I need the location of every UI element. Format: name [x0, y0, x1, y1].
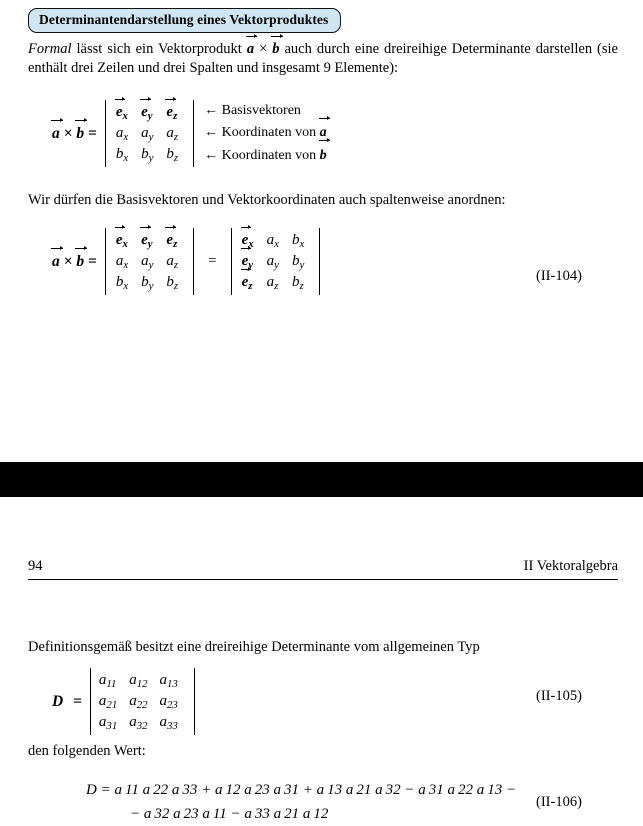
- determinant-matrix-general: [90, 668, 195, 735]
- matrix-row: $e_x$ $e_y$ $e_z$: [115, 103, 178, 122]
- running-head: [28, 558, 618, 580]
- matrix-row: $e_x$ $e_y$ $e_z$: [115, 231, 178, 250]
- determinant-matrix: [105, 100, 194, 167]
- value-text: den folgenden Wert:: [28, 743, 146, 759]
- equation-line-1: D = a 11 a 22 a 33 + a 12 a 23 a 31 + a 13 a 21 a 32 − a 31 a 22 a 13 −: [86, 782, 517, 798]
- section-heading-banner: [28, 8, 341, 33]
- matrix-row: $e_x$ $a_x$ $b_x$: [241, 231, 305, 250]
- determinant-matrix-left: [105, 228, 194, 295]
- determinant-annotations: [204, 100, 326, 166]
- equation-II-105: [52, 668, 195, 735]
- page-separator-bar: [0, 462, 643, 497]
- matrix-row: $b_x$ $b_y$ $b_z$: [115, 273, 179, 292]
- value-paragraph: [28, 742, 618, 761]
- equation-II-104: [52, 228, 320, 295]
- equals-sign: =: [208, 253, 217, 270]
- equation-lhs: a × b =: [52, 252, 97, 270]
- intro-text-2: auch durch eine dreireihige Determinante darstellen (sie enthält drei Zeilen und drei Spalten und insgesamt 9 Elemente):: [28, 41, 618, 77]
- equation-II-106: [86, 778, 516, 826]
- equation-line-2: − a 32 a 23 a 11 − a 33 a 21 a 12: [130, 806, 329, 822]
- equation-lhs-D: D =: [52, 692, 82, 710]
- matrix-row: $a_{21}$ $a_{22}$ $a_{23}$: [98, 692, 178, 711]
- definition-paragraph: [28, 638, 618, 657]
- inline-vector-product: a × b: [247, 41, 280, 57]
- matrix-row: $a_x$ $a_y$ $a_z$: [115, 252, 179, 271]
- columnwise-paragraph: [28, 191, 618, 210]
- intro-text-1: lässt sich ein Vektorprodukt: [71, 41, 247, 57]
- definition-text: Definitionsgemäß besitzt eine dreireihige Determinante vom allgemeinen Typ: [28, 639, 480, 655]
- equation-lhs: a × b =: [52, 124, 97, 142]
- equation-number-II-106: (II-106): [536, 794, 582, 810]
- matrix-row: $e_y$ $a_y$ $b_y$: [241, 252, 305, 271]
- intro-italic-word: Formal: [28, 41, 72, 57]
- matrix-row: $b_x$ $b_y$ $b_z$: [115, 145, 179, 164]
- equation-number-II-105: (II-105): [536, 688, 582, 704]
- page-number: 94: [28, 558, 43, 574]
- annotation-row: ← Koordinaten von a: [204, 122, 326, 144]
- equation-number-II-104: (II-104): [536, 268, 582, 284]
- matrix-row: $a_{31}$ $a_{32}$ $a_{33}$: [98, 713, 178, 732]
- annotation-row: ← Koordinaten von b: [204, 145, 326, 167]
- matrix-row: $a_{11}$ $a_{12}$ $a_{13}$: [98, 671, 178, 690]
- section-heading-text: Determinantendarstellung eines Vektorproduktes: [39, 12, 329, 27]
- matrix-row: $e_z$ $a_z$ $b_z$: [241, 273, 304, 292]
- columnwise-text: Wir dürfen die Basisvektoren und Vektorkoordinaten auch spaltenweise anordnen:: [28, 192, 506, 208]
- matrix-row: $a_x$ $a_y$ $a_z$: [115, 124, 179, 143]
- equation-vector-determinant: [52, 100, 327, 167]
- intro-paragraph: [28, 40, 618, 79]
- determinant-matrix-right: [231, 228, 321, 295]
- annotation-row: ← Basisvektoren: [204, 103, 301, 119]
- chapter-title: II Vektoralgebra: [523, 558, 618, 574]
